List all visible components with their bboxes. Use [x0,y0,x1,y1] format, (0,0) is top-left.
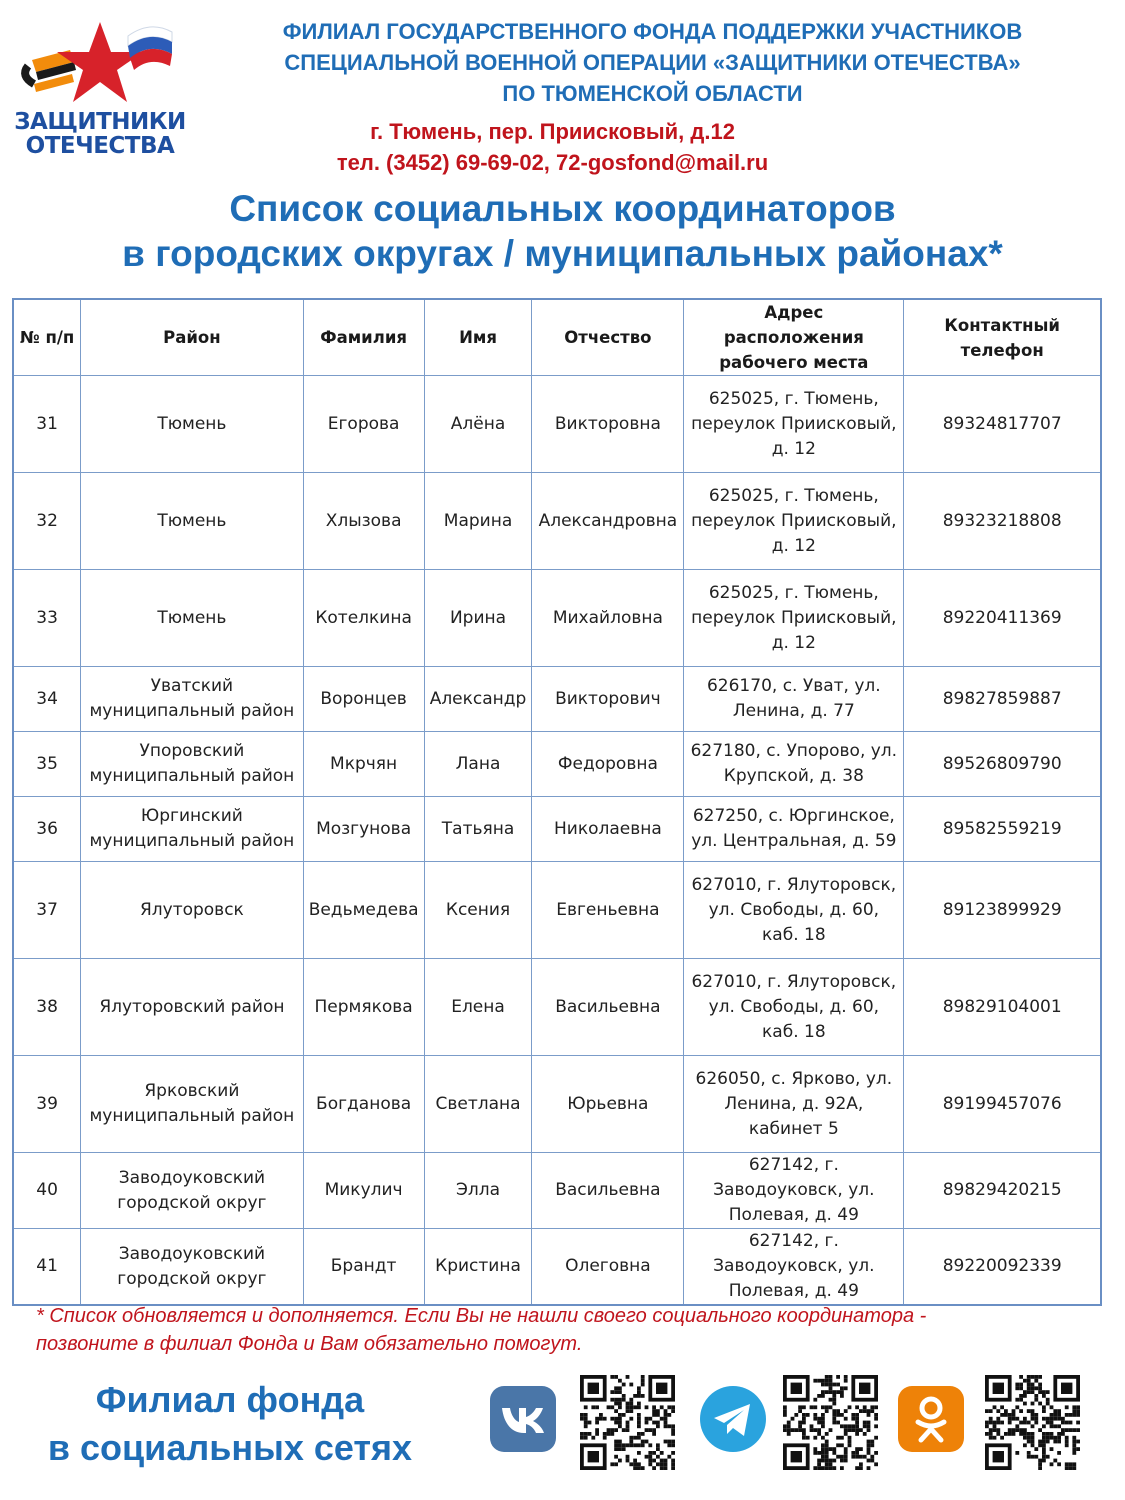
cell-address: 627142, г. Заводоуковск, ул. Полевая, д. 49 [684,1153,904,1229]
cell-patronymic: Евгеньевна [532,862,684,959]
cell-first-name: Ксения [424,862,532,959]
cell-patronymic: Олеговна [532,1229,684,1306]
table-row [13,862,1101,959]
cell-number: 35 [13,732,81,797]
logo-wordmark [10,110,190,158]
cell-patronymic: Юрьевна [532,1056,684,1153]
cell-first-name: Александр [424,667,532,732]
cell-phone[interactable]: 89829104001 [904,959,1101,1056]
cell-number: 37 [13,862,81,959]
cell-district: Заводоуковский городской округ [81,1153,304,1229]
cell-address: 627010, г. Ялуторовск, ул. Свободы, д. 60, каб. 18 [684,959,904,1056]
cell-patronymic: Николаевна [532,797,684,862]
cell-surname: Ведьмедева [303,862,424,959]
cell-district: Ялуторовск [81,862,304,959]
star-flag-emblem-icon [10,14,190,114]
cell-phone[interactable]: 89123899929 [904,862,1101,959]
cell-surname: Хлызова [303,473,424,570]
column-header-patronymic: Отчество [532,299,684,376]
column-header-district: Район [81,299,304,376]
socials-title-line-2: в социальных сетях [47,1427,413,1468]
column-header-address: Адрес расположения рабочего места [684,299,904,376]
table-row [13,570,1101,667]
cell-phone[interactable]: 89220092339 [904,1229,1101,1306]
cell-first-name: Светлана [424,1056,532,1153]
cell-patronymic: Викторович [532,667,684,732]
cell-district: Тюмень [81,473,304,570]
vk-icon[interactable] [490,1386,556,1452]
cell-first-name: Кристина [424,1229,532,1306]
cell-phone[interactable]: 89582559219 [904,797,1101,862]
table-row [13,473,1101,570]
cell-address: 627142, г. Заводоуковск, ул. Полевая, д. 49 [684,1229,904,1306]
cell-district: Упоровский муниципальный район [81,732,304,797]
cell-district: Юргинский муниципальный район [81,797,304,862]
coordinators-table [12,298,1102,1306]
cell-surname: Пермякова [303,959,424,1056]
socials-title [0,1376,460,1472]
cell-surname: Егорова [303,376,424,473]
cell-number: 40 [13,1153,81,1229]
column-header-surname: Фамилия [303,299,424,376]
footnote-line-2: позвоните в филиал Фонда и Вам обязательно помогут. [36,1333,583,1355]
cell-district: Тюмень [81,570,304,667]
cell-first-name: Елена [424,959,532,1056]
column-header-number: № п/п [13,299,81,376]
cell-number: 38 [13,959,81,1056]
cell-address: 625025, г. Тюмень, переулок Приисковый, д. 12 [684,376,904,473]
org-line-3: ПО ТЮМЕНСКОЙ ОБЛАСТИ [502,81,803,106]
cell-phone[interactable]: 89323218808 [904,473,1101,570]
cell-surname: Мозгунова [303,797,424,862]
cell-district: Тюмень [81,376,304,473]
org-address: г. Тюмень, пер. Приисковый, д.12 [370,119,735,144]
cell-district: Ялуторовский район [81,959,304,1056]
table-body [13,376,1101,1306]
table-row [13,667,1101,732]
odnoklassniki-qr-code[interactable] [985,1375,1080,1470]
fund-logo [10,14,190,159]
cell-number: 34 [13,667,81,732]
cell-address: 627180, с. Упорово, ул. Крупской, д. 38 [684,732,904,797]
cell-address: 625025, г. Тюмень, переулок Приисковый, д. 12 [684,473,904,570]
footnote [36,1302,1096,1358]
table-row [13,1056,1101,1153]
cell-district: Уватский муниципальный район [81,667,304,732]
column-header-first-name: Имя [424,299,532,376]
cell-first-name: Алёна [424,376,532,473]
page-title [0,186,1125,276]
odnoklassniki-icon[interactable] [898,1386,964,1452]
cell-surname: Микулич [303,1153,424,1229]
cell-surname: Котелкина [303,570,424,667]
cell-phone[interactable]: 89526809790 [904,732,1101,797]
column-header-phone: Контактный телефон [904,299,1101,376]
cell-number: 31 [13,376,81,473]
footnote-line-1: * Список обновляется и дополняется. Если Вы не нашли своего социального координатора - [36,1305,927,1327]
cell-number: 39 [13,1056,81,1153]
org-line-2: СПЕЦИАЛЬНОЙ ВОЕННОЙ ОПЕРАЦИИ «ЗАЩИТНИКИ ОТЕЧЕСТВА» [284,50,1021,75]
cell-phone[interactable]: 89199457076 [904,1056,1101,1153]
cell-patronymic: Михайловна [532,570,684,667]
cell-patronymic: Васильевна [532,1153,684,1229]
cell-first-name: Ирина [424,570,532,667]
cell-surname: Воронцев [303,667,424,732]
cell-patronymic: Александровна [532,473,684,570]
cell-surname: Брандт [303,1229,424,1306]
logo-line-1: ЗАЩИТНИКИ [14,109,186,135]
cell-patronymic: Викторовна [532,376,684,473]
cell-address: 626050, с. Ярково, ул. Ленина, д. 92А, кабинет 5 [684,1056,904,1153]
vk-qr-code[interactable] [580,1375,675,1470]
telegram-icon[interactable] [700,1386,766,1452]
cell-phone[interactable]: 89827859887 [904,667,1101,732]
cell-patronymic: Федоровна [532,732,684,797]
org-contacts[interactable]: тел. (3452) 69-69-02, 72-gosfond@mail.ru [336,150,769,175]
cell-number: 36 [13,797,81,862]
cell-phone[interactable]: 89324817707 [904,376,1101,473]
table-row [13,797,1101,862]
table-header-row [13,299,1101,376]
cell-surname: Богданова [303,1056,424,1153]
cell-phone[interactable]: 89220411369 [904,570,1101,667]
cell-number: 33 [13,570,81,667]
cell-surname: Мкрчян [303,732,424,797]
cell-address: 627010, г. Ялуторовск, ул. Свободы, д. 60, каб. 18 [684,862,904,959]
table-row [13,1229,1101,1306]
title-line-2: в городских округах / муниципальных районах* [122,233,1003,274]
cell-address: 625025, г. Тюмень, переулок Приисковый, д. 12 [684,570,904,667]
logo-line-2: ОТЕЧЕСТВА [25,133,175,159]
cell-patronymic: Васильевна [532,959,684,1056]
cell-district: Ярковский муниципальный район [81,1056,304,1153]
cell-address: 626170, с. Уват, ул. Ленина, д. 77 [684,667,904,732]
cell-first-name: Элла [424,1153,532,1229]
cell-first-name: Лана [424,732,532,797]
cell-address: 627250, с. Юргинское, ул. Центральная, д. 59 [684,797,904,862]
table-row [13,376,1101,473]
table-row [13,1153,1101,1229]
cell-number: 41 [13,1229,81,1306]
title-line-1: Список социальных координаторов [229,188,896,229]
cell-phone[interactable]: 89829420215 [904,1153,1101,1229]
telegram-qr-code[interactable] [783,1375,878,1470]
org-line-1: ФИЛИАЛ ГОСУДАРСТВЕННОГО ФОНДА ПОДДЕРЖКИ УЧАСТНИКОВ [282,19,1023,44]
cell-first-name: Марина [424,473,532,570]
cell-district: Заводоуковский городской округ [81,1229,304,1306]
table-row [13,959,1101,1056]
table-row [13,732,1101,797]
cell-number: 32 [13,473,81,570]
organization-name [200,16,1105,109]
socials-title-line-1: Филиал фонда [95,1379,365,1420]
cell-first-name: Татьяна [424,797,532,862]
